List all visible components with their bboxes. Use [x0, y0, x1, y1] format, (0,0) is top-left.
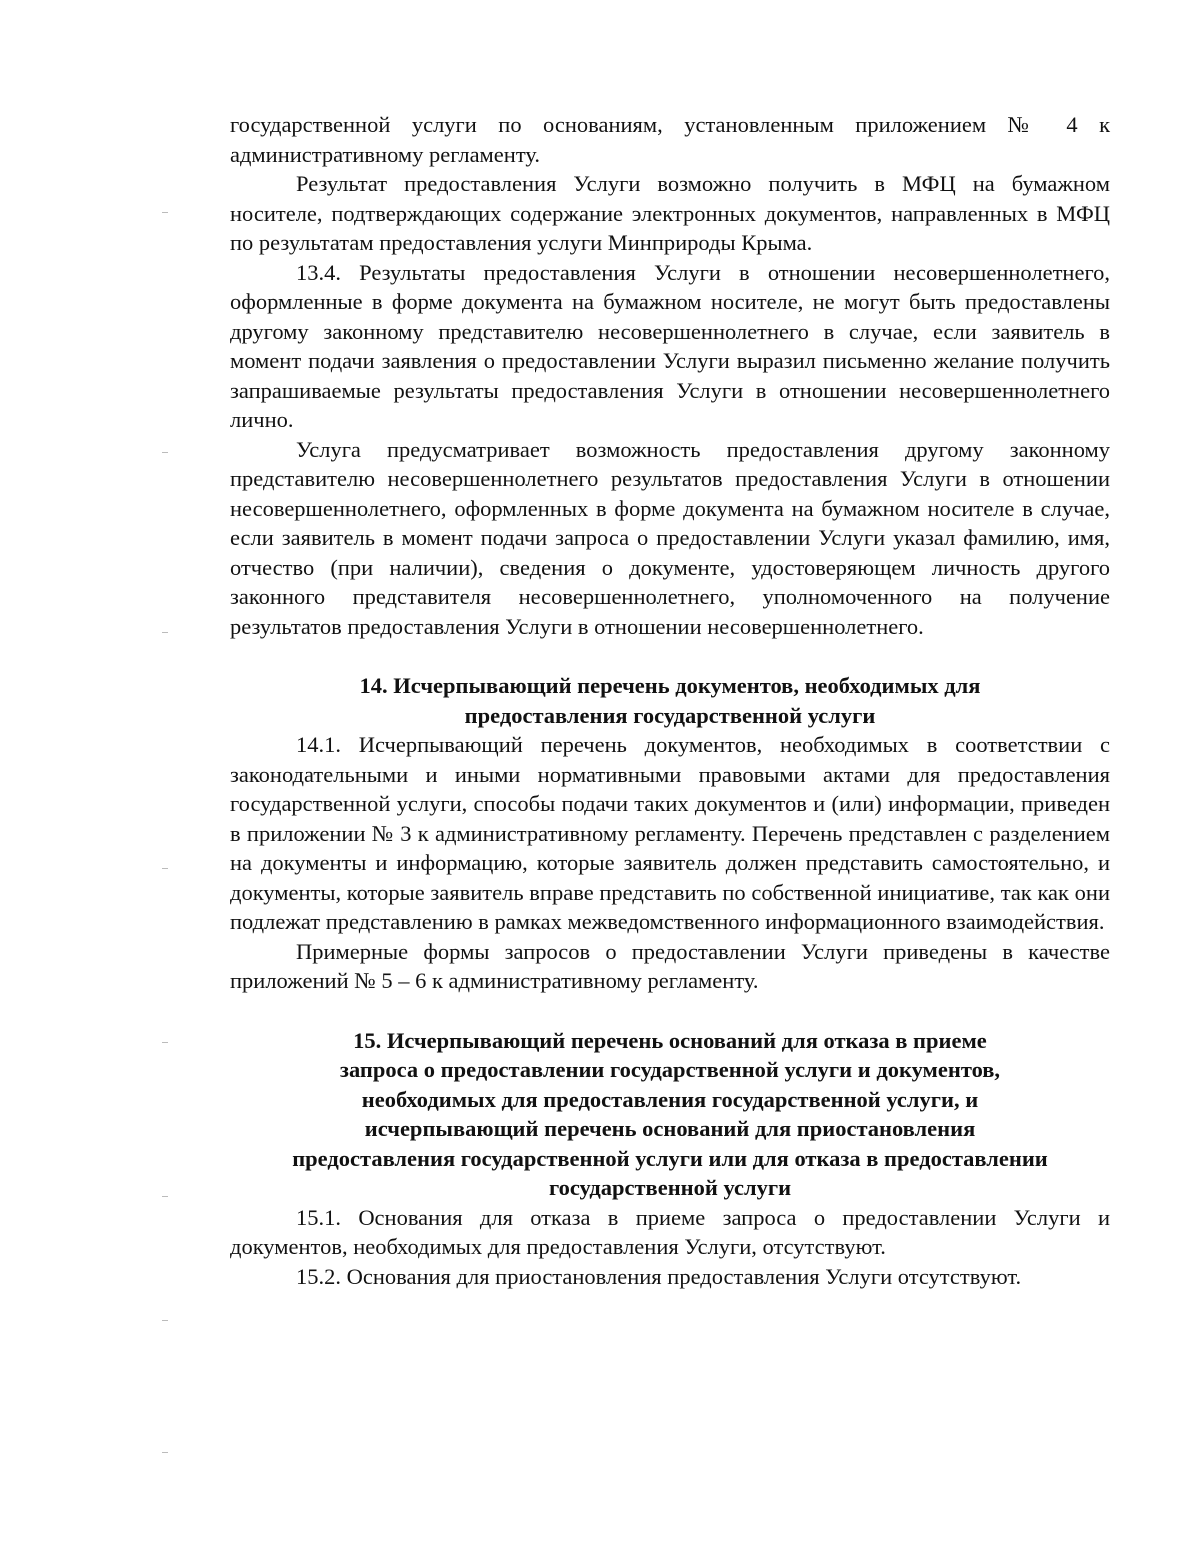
paragraph-other-representative: Услуга предусматривает возможность предоставления другому законному представителю несовершеннолетнего результатов предоставления Услуги в отношении несовершеннолетнего, оформленных в форме документа на бумажном носителе в случае, если заявитель в момент подачи запроса о предоставлении Услуги указал фамилию, имя, отчество (при наличии), сведения о документе, удостоверяющем личность другого законного представителя несовершеннолетнего, уполномоченного на получение результатов предоставления Услуги в отношении несовершеннолетнего.: [230, 436, 1110, 639]
margin-mark: [162, 868, 168, 869]
section-15-heading-line: запроса о предоставлении государственной услуги и документов,: [339, 1057, 1001, 1082]
margin-mark: [162, 1196, 168, 1197]
section-15-heading-line: необходимых для предоставления государственной услуги, и: [361, 1086, 979, 1112]
document-page: [230, 110, 1110, 1291]
paragraph-15-1: 15.1. Основания для отказа в приеме запроса о предоставлении Услуги и документов, необходимых для предоставления Услуги, отсутствуют.: [230, 1204, 1110, 1259]
margin-mark: [162, 1042, 168, 1043]
section-14-heading-line: 14. Исчерпывающий перечень документов, необходимых для: [359, 673, 981, 698]
margin-mark: [162, 632, 168, 633]
paragraph-15-2: 15.2. Основания для приостановления предоставления Услуги отсутствуют.: [296, 1263, 1022, 1289]
margin-mark: [162, 212, 168, 213]
margin-mark: [162, 1320, 168, 1321]
paragraph-continuation: государственной услуги по основаниям, установленным приложением № 4 к административному регламенту.: [230, 112, 1110, 167]
section-15-heading-line: государственной услуги: [548, 1175, 792, 1200]
margin-mark: [162, 452, 168, 453]
section-14-heading: [230, 671, 1110, 730]
paragraph-14-1: 14.1. Исчерпывающий перечень документов, необходимых в соответствии с законодательными и иными нормативными правовыми актами для предоставления государственной услуги, способы подачи таких документов и (или) информации, приведен в приложении № 3 к административному регламенту. Перечень представлен с разделением на документы и информацию, которые заявитель должен представить самостоятельно, и документы, которые заявитель вправе представить по собственной инициативе, так как они подлежат представлению в рамках межведомственного информационного взаимодействия.: [230, 732, 1110, 934]
paragraph-14-forms: Примерные формы запросов о предоставлении Услуги приведены в качестве приложений № 5 – 6 к административному регламенту.: [230, 938, 1110, 993]
margin-mark: [162, 1452, 168, 1453]
section-15-heading-line: предоставления государственной услуги или для отказа в предоставлении: [292, 1145, 1048, 1171]
paragraph-13-4: 13.4. Результаты предоставления Услуги в отношении несовершеннолетнего, оформленные в форме документа на бумажном носителе, не могут быть предоставлены другому законному представителю несовершеннолетнего в случае, если заявитель в момент подачи заявления о предоставлении Услуги выразил письменно желание получить запрашиваемые результаты предоставления Услуги в отношении несовершеннолетнего лично.: [230, 259, 1110, 432]
paragraph-mfc-result: Результат предоставления Услуги возможно получить в МФЦ на бумажном носителе, подтверждающих содержание электронных документов, направленных в МФЦ по результатам предоставления услуги Минприроды Крыма.: [230, 171, 1110, 255]
section-15-heading: [230, 1026, 1110, 1203]
section-15-heading-line: 15. Исчерпывающий перечень оснований для отказа в приеме: [353, 1027, 987, 1053]
section-15-heading-line: исчерпывающий перечень оснований для приостановления: [364, 1116, 976, 1141]
section-14-heading-line: предоставления государственной услуги: [464, 702, 876, 728]
